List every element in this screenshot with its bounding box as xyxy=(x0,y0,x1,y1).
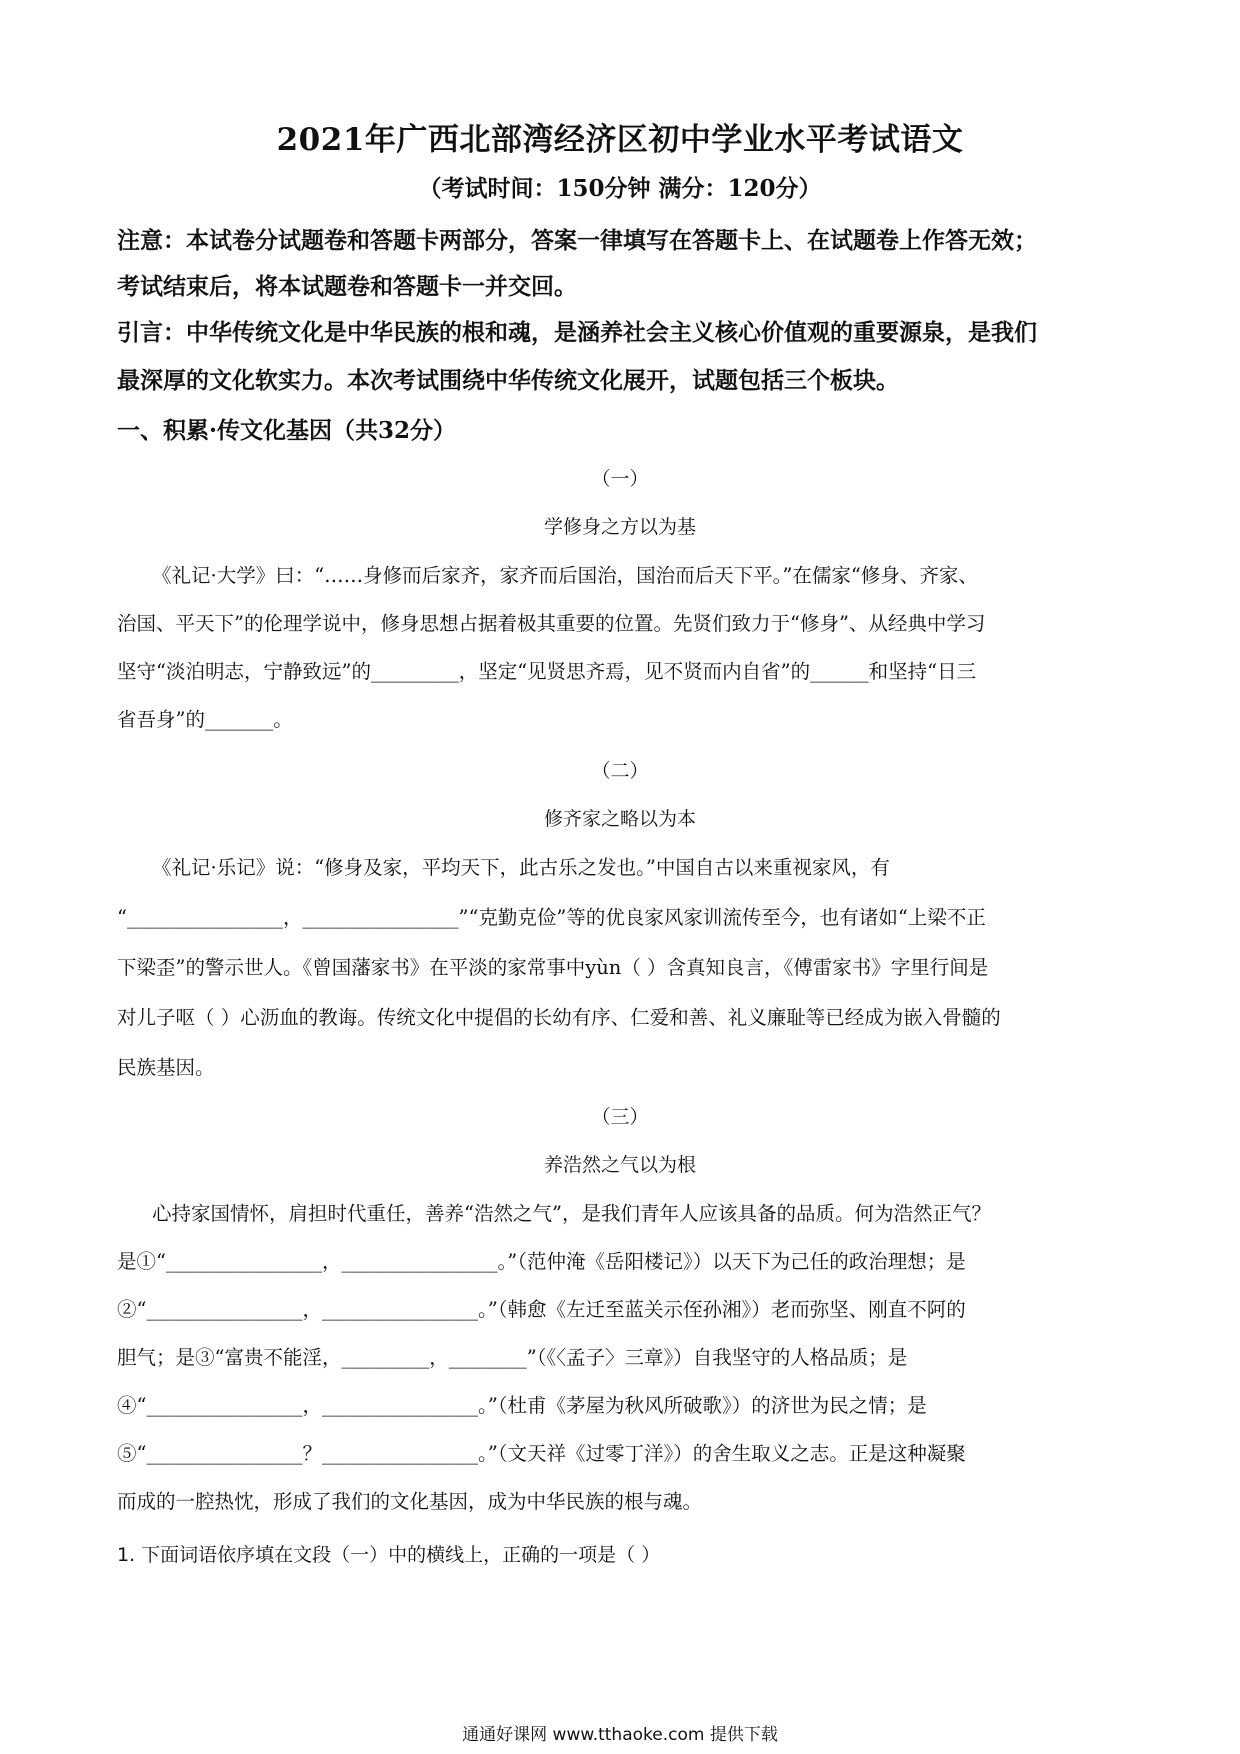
part3-line: ④“________________，________________。”（杜甫《茅屋为秋风所破歌》）的济世为民之情；是 xyxy=(117,1394,927,1417)
part1-line: 坚守“淡泊明志，宁静致远”的_________，坚定“见贤思齐焉，见不贤而内自省”的______和坚持“日三 xyxy=(117,660,977,683)
part3-line: 心持家国情怀，肩担时代重任，善养“浩然之气”，是我们青年人应该具备的品质。何为浩然正气？ xyxy=(152,1202,991,1225)
notice-line-1: 注意：本试卷分试题卷和答题卡两部分，答案一律填写在答题卡上、在试题卷上作答无效； xyxy=(117,227,1037,254)
part3-line: 是①“________________，________________。”（范仲淹《岳阳楼记》）以天下为己任的政治理想；是 xyxy=(117,1250,966,1273)
part1-number: （一） xyxy=(591,468,649,490)
exam-title: 2021年广西北部湾经济区初中学业水平考试语文 xyxy=(276,122,964,158)
part2-line: 民族基因。 xyxy=(117,1056,215,1079)
part1-title: 学修身之方以为基 xyxy=(543,516,696,538)
exam-subtitle: （考试时间：150分钟 满分：120分） xyxy=(418,175,822,202)
part2-title: 修齐家之略以为本 xyxy=(543,808,696,830)
intro-line-1: 引言：中华传统文化是中华民族的根和魂，是涵养社会主义核心价值观的重要源泉，是我们 xyxy=(117,319,1037,346)
part2-line: 下梁歪”的警示世人。《曾国藩家书》在平淡的家常事中yùn（ ）含真知良言，《傅雷家书》字里行间是 xyxy=(117,956,989,979)
part2-number: （二） xyxy=(591,760,649,782)
part3-line: 而成的一腔热忱，形成了我们的文化基因，成为中华民族的根与魂。 xyxy=(117,1490,703,1513)
part3-title: 养浩然之气以为根 xyxy=(543,1154,696,1176)
question-1: 1. 下面词语依序填在文段（一）中的横线上，正确的一项是（ ） xyxy=(117,1544,661,1566)
part2-line: 对儿子呕（ ）心沥血的教诲。传统文化中提倡的长幼有序、仁爱和善、礼义廉耻等已经成为嵌入骨髓的 xyxy=(117,1006,1001,1029)
part3-line: ⑤“________________？________________。”（文天祥《过零丁洋》）的舍生取义之志。正是这种凝聚 xyxy=(117,1442,966,1465)
part1-line: 《礼记·大学》曰：“……身修而后家齐，家齐而后国治，国治而后天下平。”在儒家“修身、齐家、 xyxy=(152,564,978,587)
notice-line-2: 考试结束后，将本试题卷和答题卡一并交回。 xyxy=(117,273,577,300)
part3-number: （三） xyxy=(591,1106,649,1128)
part1-line: 省吾身”的_______。 xyxy=(117,708,293,731)
part2-line: 《礼记·乐记》说：“修身及家，平均天下，此古乐之发也。”中国自古以来重视家风，有 xyxy=(152,856,890,879)
part2-line: “________________，________________”“克勤克俭”等的优良家风家训流传至今，也有诸如“上梁不正 xyxy=(117,906,986,929)
part1-line: 治国、平天下”的伦理学说中，修身思想占据着极其重要的位置。先贤们致力于“修身”、从经典中学习 xyxy=(117,612,986,635)
section-heading: 一、积累·传文化基因（共32分） xyxy=(117,417,457,444)
footer-download-note: 通通好课网 www.tthaoke.com 提供下载 xyxy=(462,1725,778,1745)
part3-line: 胆气；是③“富贵不能淫，_________，________”（《〈孟子〉三章》）自我坚守的人格品质；是 xyxy=(117,1346,908,1369)
part3-line: ②“________________，________________。”（韩愈《左迁至蓝关示侄孙湘》）老而弥坚、刚直不阿的 xyxy=(117,1298,966,1321)
intro-line-2: 最深厚的文化软实力。本次考试围绕中华传统文化展开，试题包括三个板块。 xyxy=(117,367,899,394)
